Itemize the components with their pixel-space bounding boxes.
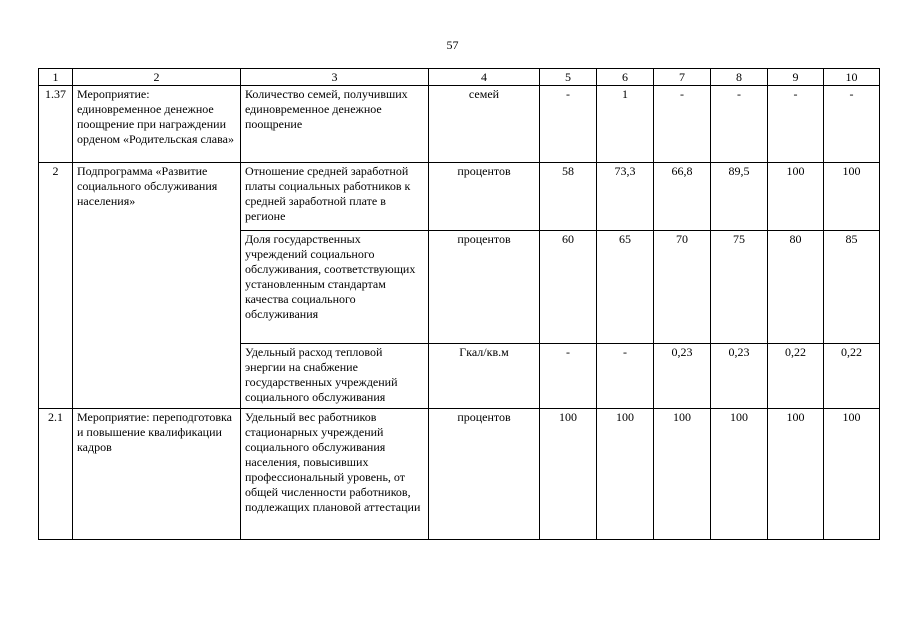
row-number: 1.37 — [39, 86, 73, 163]
table-row — [39, 163, 880, 231]
header-cell: 2 — [73, 69, 241, 86]
header-cell: 8 — [711, 69, 768, 86]
value-cell: 0,22 — [824, 344, 880, 409]
value-cell: - — [540, 344, 597, 409]
header-cell: 5 — [540, 69, 597, 86]
table-row — [39, 86, 880, 163]
value-cell: - — [654, 86, 711, 163]
value-cell: 85 — [824, 231, 880, 344]
value-cell: 58 — [540, 163, 597, 231]
header-cell: 4 — [429, 69, 540, 86]
value-cell: 100 — [597, 409, 654, 540]
indicator-name: Количество семей, получивших единовременное денежное поощрение — [241, 86, 429, 163]
value-cell: 0,23 — [654, 344, 711, 409]
value-cell: 100 — [654, 409, 711, 540]
value-cell: - — [540, 86, 597, 163]
value-cell: 66,8 — [654, 163, 711, 231]
value-cell: - — [597, 344, 654, 409]
unit-cell: процентов — [429, 409, 540, 540]
value-cell: 100 — [824, 409, 880, 540]
value-cell: - — [768, 86, 824, 163]
value-cell: - — [711, 86, 768, 163]
value-cell: 100 — [768, 163, 824, 231]
value-cell: 100 — [540, 409, 597, 540]
value-cell: - — [824, 86, 880, 163]
value-cell: 1 — [597, 86, 654, 163]
header-cell: 1 — [39, 69, 73, 86]
unit-cell: процентов — [429, 231, 540, 344]
header-cell: 10 — [824, 69, 880, 86]
unit-cell: процентов — [429, 163, 540, 231]
row-number: 2.1 — [39, 409, 73, 540]
value-cell: 100 — [824, 163, 880, 231]
unit-cell: семей — [429, 86, 540, 163]
table-header-row — [39, 69, 880, 86]
table-row — [39, 409, 880, 540]
program-name: Подпрограмма «Развитие социального обслуживания населения» — [73, 163, 241, 409]
unit-cell: Гкал/кв.м — [429, 344, 540, 409]
value-cell: 70 — [654, 231, 711, 344]
indicator-name: Отношение средней заработной платы социальных работников к средней заработной плате в регионе — [241, 163, 429, 231]
value-cell: 73,3 — [597, 163, 654, 231]
value-cell: 75 — [711, 231, 768, 344]
row-number: 2 — [39, 163, 73, 409]
header-cell: 6 — [597, 69, 654, 86]
value-cell: 0,22 — [768, 344, 824, 409]
header-cell: 7 — [654, 69, 711, 86]
value-cell: 100 — [711, 409, 768, 540]
indicator-name: Доля государственных учреждений социального обслуживания, соответствующих установленным стандартам качества социального обслуживания — [241, 231, 429, 344]
value-cell: 100 — [768, 409, 824, 540]
indicators-table — [38, 68, 880, 540]
header-cell: 3 — [241, 69, 429, 86]
indicator-name: Удельный расход тепловой энергии на снабжение государственных учреждений социального обслуживания — [241, 344, 429, 409]
value-cell: 80 — [768, 231, 824, 344]
value-cell: 65 — [597, 231, 654, 344]
value-cell: 60 — [540, 231, 597, 344]
value-cell: 89,5 — [711, 163, 768, 231]
program-name: Мероприятие: единовременное денежное поощрение при награждении орденом «Родительская слава» — [73, 86, 241, 163]
program-name: Мероприятие: переподготовка и повышение квалификации кадров — [73, 409, 241, 540]
page-number: 57 — [446, 38, 459, 52]
indicator-name: Удельный вес работников стационарных учреждений социального обслуживания населения, повысивших профессиональный уровень, от общей численности работников, подлежащих плановой аттестации — [241, 409, 429, 540]
value-cell: 0,23 — [711, 344, 768, 409]
header-cell: 9 — [768, 69, 824, 86]
